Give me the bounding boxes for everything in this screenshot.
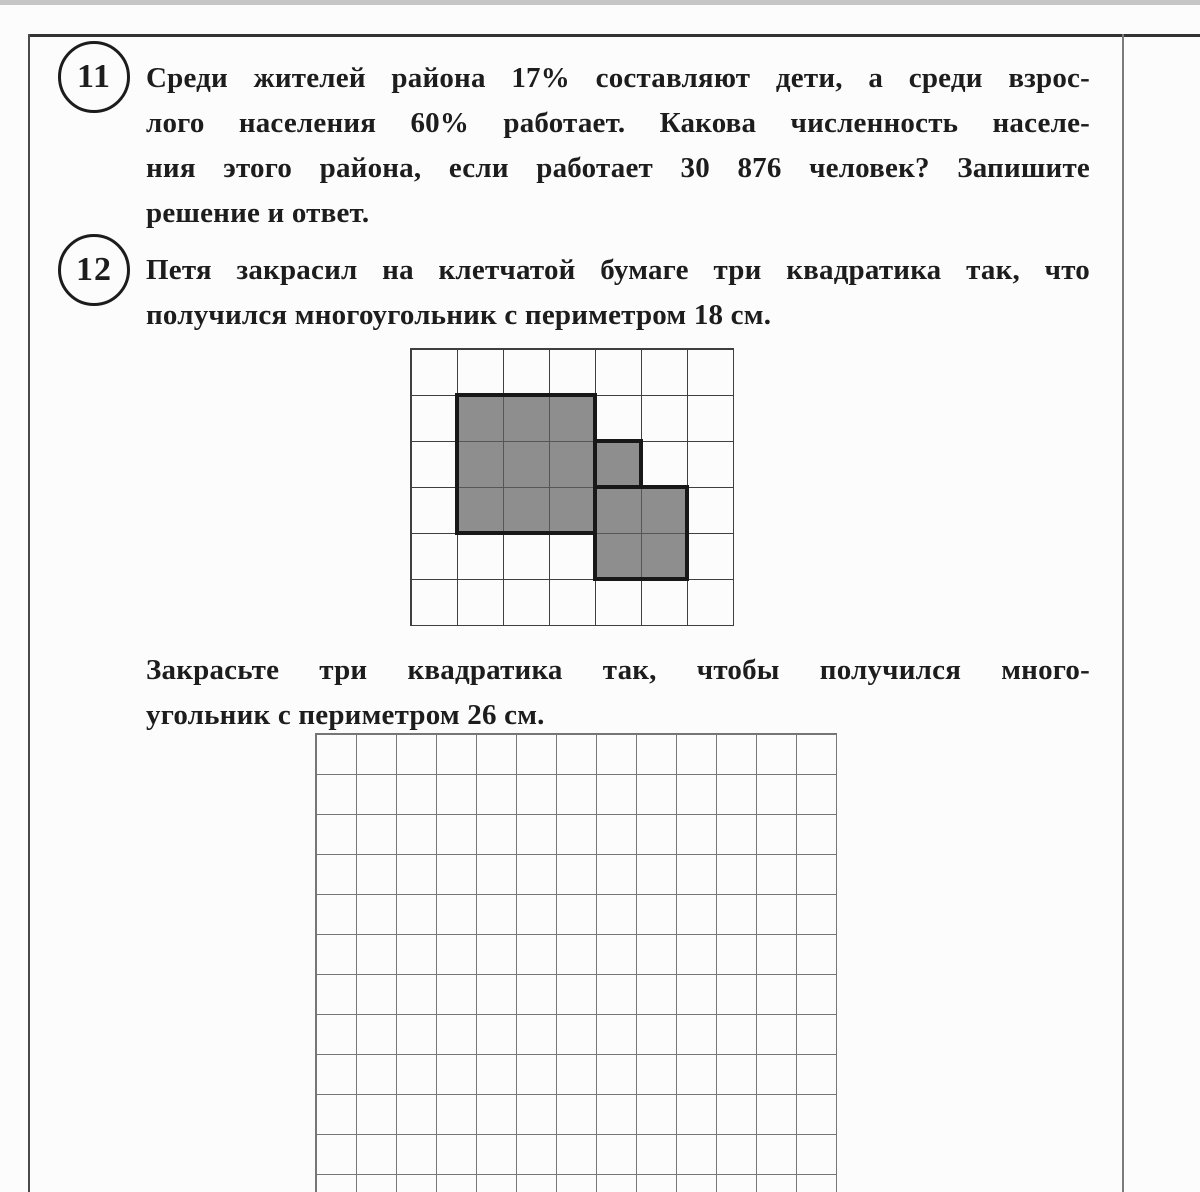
shaded-square <box>455 393 597 535</box>
problem-11-number: 11 <box>76 58 112 95</box>
page-margin-divider <box>1122 34 1124 1192</box>
problem-text-line: угольник с периметром 26 см. <box>146 699 545 731</box>
problem-12-task-text <box>146 648 1090 738</box>
problem-11-number-badge <box>58 41 130 113</box>
answer-grid <box>315 733 837 1192</box>
problem-text-line: лого населения 60% работает. Какова численность населе- <box>146 107 1090 139</box>
problem-text-line: ния этого района, если работает 30 876 человек? Запишите <box>146 152 1090 184</box>
problem-text-line: Закрасьте три квадратика так, чтобы получился много- <box>146 654 1090 686</box>
example-grid <box>410 348 734 626</box>
problem-text-line: Петя закрасил на клетчатой бумаге три квадратика так, что <box>146 254 1090 286</box>
problem-text-line: решение и ответ. <box>146 197 370 229</box>
shaded-square <box>593 439 643 489</box>
problem-12-number: 12 <box>76 251 112 288</box>
problem-12-number-badge <box>58 234 130 306</box>
problem-text-line: получился многоугольник с периметром 18 см. <box>146 299 772 331</box>
shaded-square <box>593 485 689 581</box>
problem-11-text <box>146 56 1090 236</box>
problem-12-intro-text <box>146 248 1090 338</box>
page-frame-top-border <box>28 34 1200 37</box>
problem-text-line: Среди жителей района 17% составляют дети, а среди взрос- <box>146 62 1090 94</box>
page-frame-left-border <box>28 34 30 1192</box>
scan-edge-strip <box>0 0 1200 5</box>
